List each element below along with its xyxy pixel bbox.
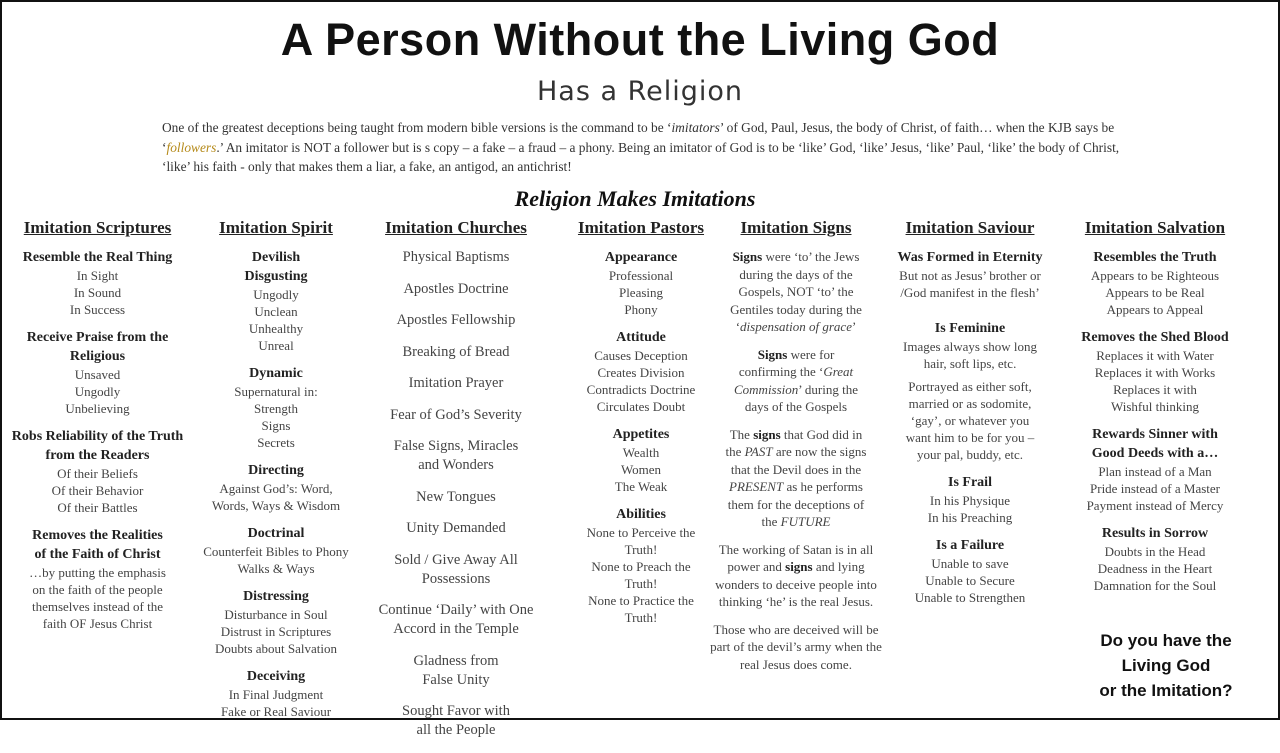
intro-text-1: One of the greatest deceptions being taught from modern bible versions is the command to be ‘	[162, 120, 672, 135]
group	[566, 328, 716, 415]
group-heading: Resemble the Real Thing	[22, 250, 173, 265]
group-item: Of their Behavior	[51, 483, 144, 498]
group-item: Causes Deception	[594, 348, 688, 363]
column-imitation-pastors	[566, 218, 716, 636]
column-heading: Imitation Pastors	[577, 218, 705, 237]
group-item: Unreal	[258, 338, 294, 353]
group	[200, 461, 352, 514]
list-item: Breaking of Bread	[402, 343, 510, 360]
group-item: But not as Jesus’ brother or /God manifest in the flesh’	[899, 268, 1041, 300]
group-heading: Results in Sorrow	[1101, 526, 1209, 541]
text-span: as he performs them for the deceptions of the	[727, 479, 865, 529]
group-item: In Final Judgment	[228, 687, 324, 702]
list-item: New Tongues	[416, 488, 496, 505]
group-heading: Appearance	[604, 250, 678, 265]
group	[1066, 425, 1244, 514]
group-item: Creates Division	[597, 365, 685, 380]
group	[896, 473, 1044, 526]
group	[896, 536, 1044, 606]
group-item: Damnation for the Soul	[1093, 578, 1217, 593]
group-item: Phony	[624, 302, 658, 317]
group-heading: Rewards Sinner with Good Deeds with a…	[1091, 427, 1219, 461]
text-emphasis: dispensation of grace	[740, 319, 852, 334]
group-heading: Abilities	[616, 507, 666, 522]
group	[200, 267, 352, 354]
group-item: Payment instead of Mercy	[1086, 498, 1224, 513]
group	[200, 587, 352, 657]
column-heading: Imitation Scriptures	[23, 218, 172, 237]
group-item: None to Practice the Truth!	[588, 593, 694, 625]
column-imitation-salvation	[1066, 218, 1244, 604]
group	[566, 505, 716, 626]
group-item: In his Preaching	[927, 510, 1013, 525]
group-item: …by putting the emphasis on the faith of the people themselves instead of the faith OF Jesus Christ	[29, 565, 166, 631]
group-item: Appears to be Righteous	[1090, 268, 1220, 283]
signs-word: signs	[753, 426, 781, 442]
group	[896, 248, 1044, 301]
text-span: ’ during the days of the Gospels	[744, 381, 858, 414]
group	[200, 667, 352, 720]
text-span: that God did in the	[725, 426, 863, 459]
group-item: Replaces it with Water	[1096, 348, 1214, 363]
group	[10, 526, 185, 632]
signs-paragraph-4	[706, 541, 886, 611]
group	[200, 524, 352, 577]
group-item: Unclean	[254, 304, 298, 319]
group-item: Appears to be Real	[1105, 285, 1205, 300]
page-title: A Person Without the Living God	[280, 14, 1000, 65]
group-heading: Doctrinal	[247, 526, 305, 541]
column-imitation-spirit	[200, 218, 352, 730]
list-item: Apostles Fellowship	[396, 312, 516, 328]
group-item: Ungodly	[253, 287, 299, 302]
group-item: In Sight	[76, 268, 119, 283]
group-item: Plan instead of a Man	[1098, 464, 1212, 479]
group-item: Disturbance in Soul	[224, 607, 328, 622]
group-heading: Removes the Realities of the Faith of Christ	[32, 528, 163, 562]
intro-text-2: ’ of God, Paul, Jesus, the body of Christ, of faith… when the KJB says be ‘	[162, 120, 1115, 155]
group	[1066, 328, 1244, 415]
column-heading: Imitation Spirit	[219, 218, 333, 237]
question-line: or the Imitation?	[1099, 681, 1233, 700]
signs-word: signs	[785, 559, 813, 574]
group-item: Ungodly	[74, 384, 121, 399]
group-item: Appears to Appeal	[1106, 302, 1204, 317]
list-item: Physical Baptisms	[402, 249, 510, 265]
text-span: ’	[851, 319, 857, 334]
group	[1066, 248, 1244, 318]
text-span: are now the signs that the Devil does in the	[730, 444, 867, 477]
group-item: Fake or Real Saviour	[220, 704, 332, 719]
text-span: and lying wonders to deceive people into thinking ‘he’ is the real Jesus.	[715, 559, 877, 609]
group-item: Signs	[261, 418, 291, 433]
group-item: Unhealthy	[248, 321, 304, 336]
text-span: were ‘to’ the Jews during the days of the Gospels, NOT ‘to’ the Gentiles today during the ‘	[730, 249, 862, 334]
question-line: Living God	[1121, 656, 1211, 675]
group-item: In Success	[69, 302, 126, 317]
intro-text-3: .’ An imitator is NOT a follower but is s copy – a fake – a fraud – a phony. Being an imitator of God is to be ‘like’ God, ‘like’ Jesus, ‘like’ Paul, ‘like’ the body of Christ, ‘like’ his faith - only that makes them a liar, a fake, an antigod, an antichrist!	[162, 139, 1120, 174]
group-item: None to Perceive the Truth!	[586, 525, 696, 557]
text-span: were for confirming the ‘	[738, 346, 835, 379]
group-item: Doubts about Salvation	[214, 641, 338, 656]
column-heading: Imitation Churches	[385, 218, 527, 237]
group-heading: Attitude	[616, 330, 666, 345]
group-item: Of their Beliefs	[57, 466, 138, 481]
group-heading: Robs Reliability of the Truth from the Readers	[11, 429, 184, 463]
group-item: Wealth	[622, 445, 660, 460]
page-subtitle: Has a Religion	[536, 76, 744, 107]
group	[896, 319, 1044, 463]
group-item: Unable to save	[931, 556, 1009, 571]
group-heading: Devilish	[251, 250, 301, 265]
group-heading: Directing	[248, 463, 304, 478]
group-heading: Disgusting	[244, 269, 308, 284]
group	[10, 427, 185, 516]
group-item: Unbelieving	[65, 401, 130, 416]
column-imitation-scriptures	[10, 218, 185, 642]
group-item: Distrust in Scriptures	[220, 624, 332, 639]
group	[1066, 524, 1244, 594]
list-item: Sold / Give Away All Possessions	[394, 551, 518, 587]
signs-paragraph-2	[706, 346, 886, 416]
group-item: Unable to Strengthen	[914, 590, 1026, 605]
signs-paragraph-1	[706, 248, 886, 336]
group	[10, 248, 185, 318]
list-item: Gladness from False Unity	[413, 652, 499, 688]
group-heading: Is Frail	[948, 475, 992, 490]
signs-word: Signs	[732, 249, 763, 264]
text-span: The working of Satan is in all power and	[718, 541, 874, 574]
group-heading: Appetites	[612, 427, 670, 442]
group-item: The Weak	[614, 479, 668, 494]
column-imitation-saviour	[896, 218, 1044, 616]
group-heading: Resembles the Truth	[1093, 250, 1217, 265]
text-emphasis: PAST	[744, 444, 773, 459]
text-span: The	[729, 426, 754, 442]
group-item: Unable to Secure	[925, 573, 1015, 588]
list-item: Continue ‘Daily’ with One Accord in the Temple	[378, 602, 534, 637]
group-item: Replaces it with Works	[1094, 365, 1216, 380]
list-item: False Signs, Miracles and Wonders	[393, 438, 519, 473]
signs-paragraph-5: Those who are deceived will be part of the devil’s army when the real Jesus does come.	[710, 621, 882, 672]
group-item: Supernatural in:	[234, 384, 318, 399]
intro-word-imitators: imitators	[671, 120, 720, 135]
column-imitation-churches	[366, 218, 546, 753]
list-item: Sought Favor with all the People	[402, 703, 510, 738]
group-heading: Removes the Shed Blood	[1081, 330, 1229, 345]
group-heading: Was Formed in Eternity	[897, 250, 1043, 265]
group-item: Images always show long hair, soft lips, etc.	[903, 339, 1037, 371]
question-line: Do you have the	[1100, 631, 1232, 650]
group-item: Unsaved	[74, 367, 121, 382]
group	[566, 425, 716, 495]
group-item: Against God’s: Word, Words, Ways & Wisdom	[211, 481, 341, 513]
text-emphasis: Great Commission	[734, 364, 854, 397]
group	[10, 328, 185, 417]
group-item: Portrayed as either soft, married or as sodomite, ‘gay’, or whatever you want him to be for you – your pal, buddy, etc.	[905, 379, 1035, 462]
closing-question	[1076, 628, 1256, 703]
list-item: Apostles Doctrine	[403, 280, 509, 297]
group-item: Of their Battles	[57, 500, 138, 515]
group-item: Women	[620, 462, 662, 477]
intro-word-followers: followers	[166, 139, 217, 155]
group-heading: Distressing	[243, 589, 309, 604]
group-heading: Receive Praise from the Religious	[26, 330, 169, 364]
column-heading: Imitation Signs	[740, 218, 852, 237]
group-item: Strength	[253, 401, 299, 416]
list-item: Unity Demanded	[406, 520, 506, 536]
group-item: None to Preach the Truth!	[591, 559, 691, 591]
group-item: In his Physique	[929, 493, 1011, 508]
section-title: Religion Makes Imitations	[514, 186, 756, 211]
text-emphasis: FUTURE	[780, 514, 831, 529]
list-item: Imitation Prayer	[408, 375, 504, 391]
group-item: Circulates Doubt	[596, 399, 686, 414]
column-heading: Imitation Salvation	[1084, 218, 1226, 237]
group-item: Pride instead of a Master	[1090, 481, 1220, 496]
group	[200, 364, 352, 451]
signs-word: Signs	[757, 346, 788, 362]
group-item: In Sound	[73, 285, 122, 300]
list-item: Fear of God’s Severity	[390, 406, 522, 423]
group-item: Deadness in the Heart	[1097, 561, 1213, 576]
group-heading: Is Feminine	[934, 321, 1006, 336]
group-item: Counterfeit Bibles to Phony Walks & Ways	[203, 544, 349, 576]
group-item: Secrets	[257, 435, 295, 450]
group-heading: Is a Failure	[935, 538, 1005, 553]
group-item: Pleasing	[618, 285, 664, 300]
group-heading: Deceiving	[246, 669, 306, 684]
group-item: Contradicts Doctrine	[586, 382, 696, 397]
column-heading: Imitation Saviour	[905, 218, 1035, 237]
signs-paragraph-3	[706, 426, 886, 531]
group-item: Doubts in the Head	[1104, 544, 1206, 559]
group-item: Replaces it with Wishful thinking	[1111, 382, 1199, 414]
group	[566, 248, 716, 318]
column-imitation-signs	[706, 218, 886, 683]
group-heading: Dynamic	[249, 366, 303, 381]
text-emphasis: PRESENT	[729, 479, 784, 494]
intro-paragraph	[162, 118, 1127, 177]
group-item: Professional	[608, 268, 674, 283]
